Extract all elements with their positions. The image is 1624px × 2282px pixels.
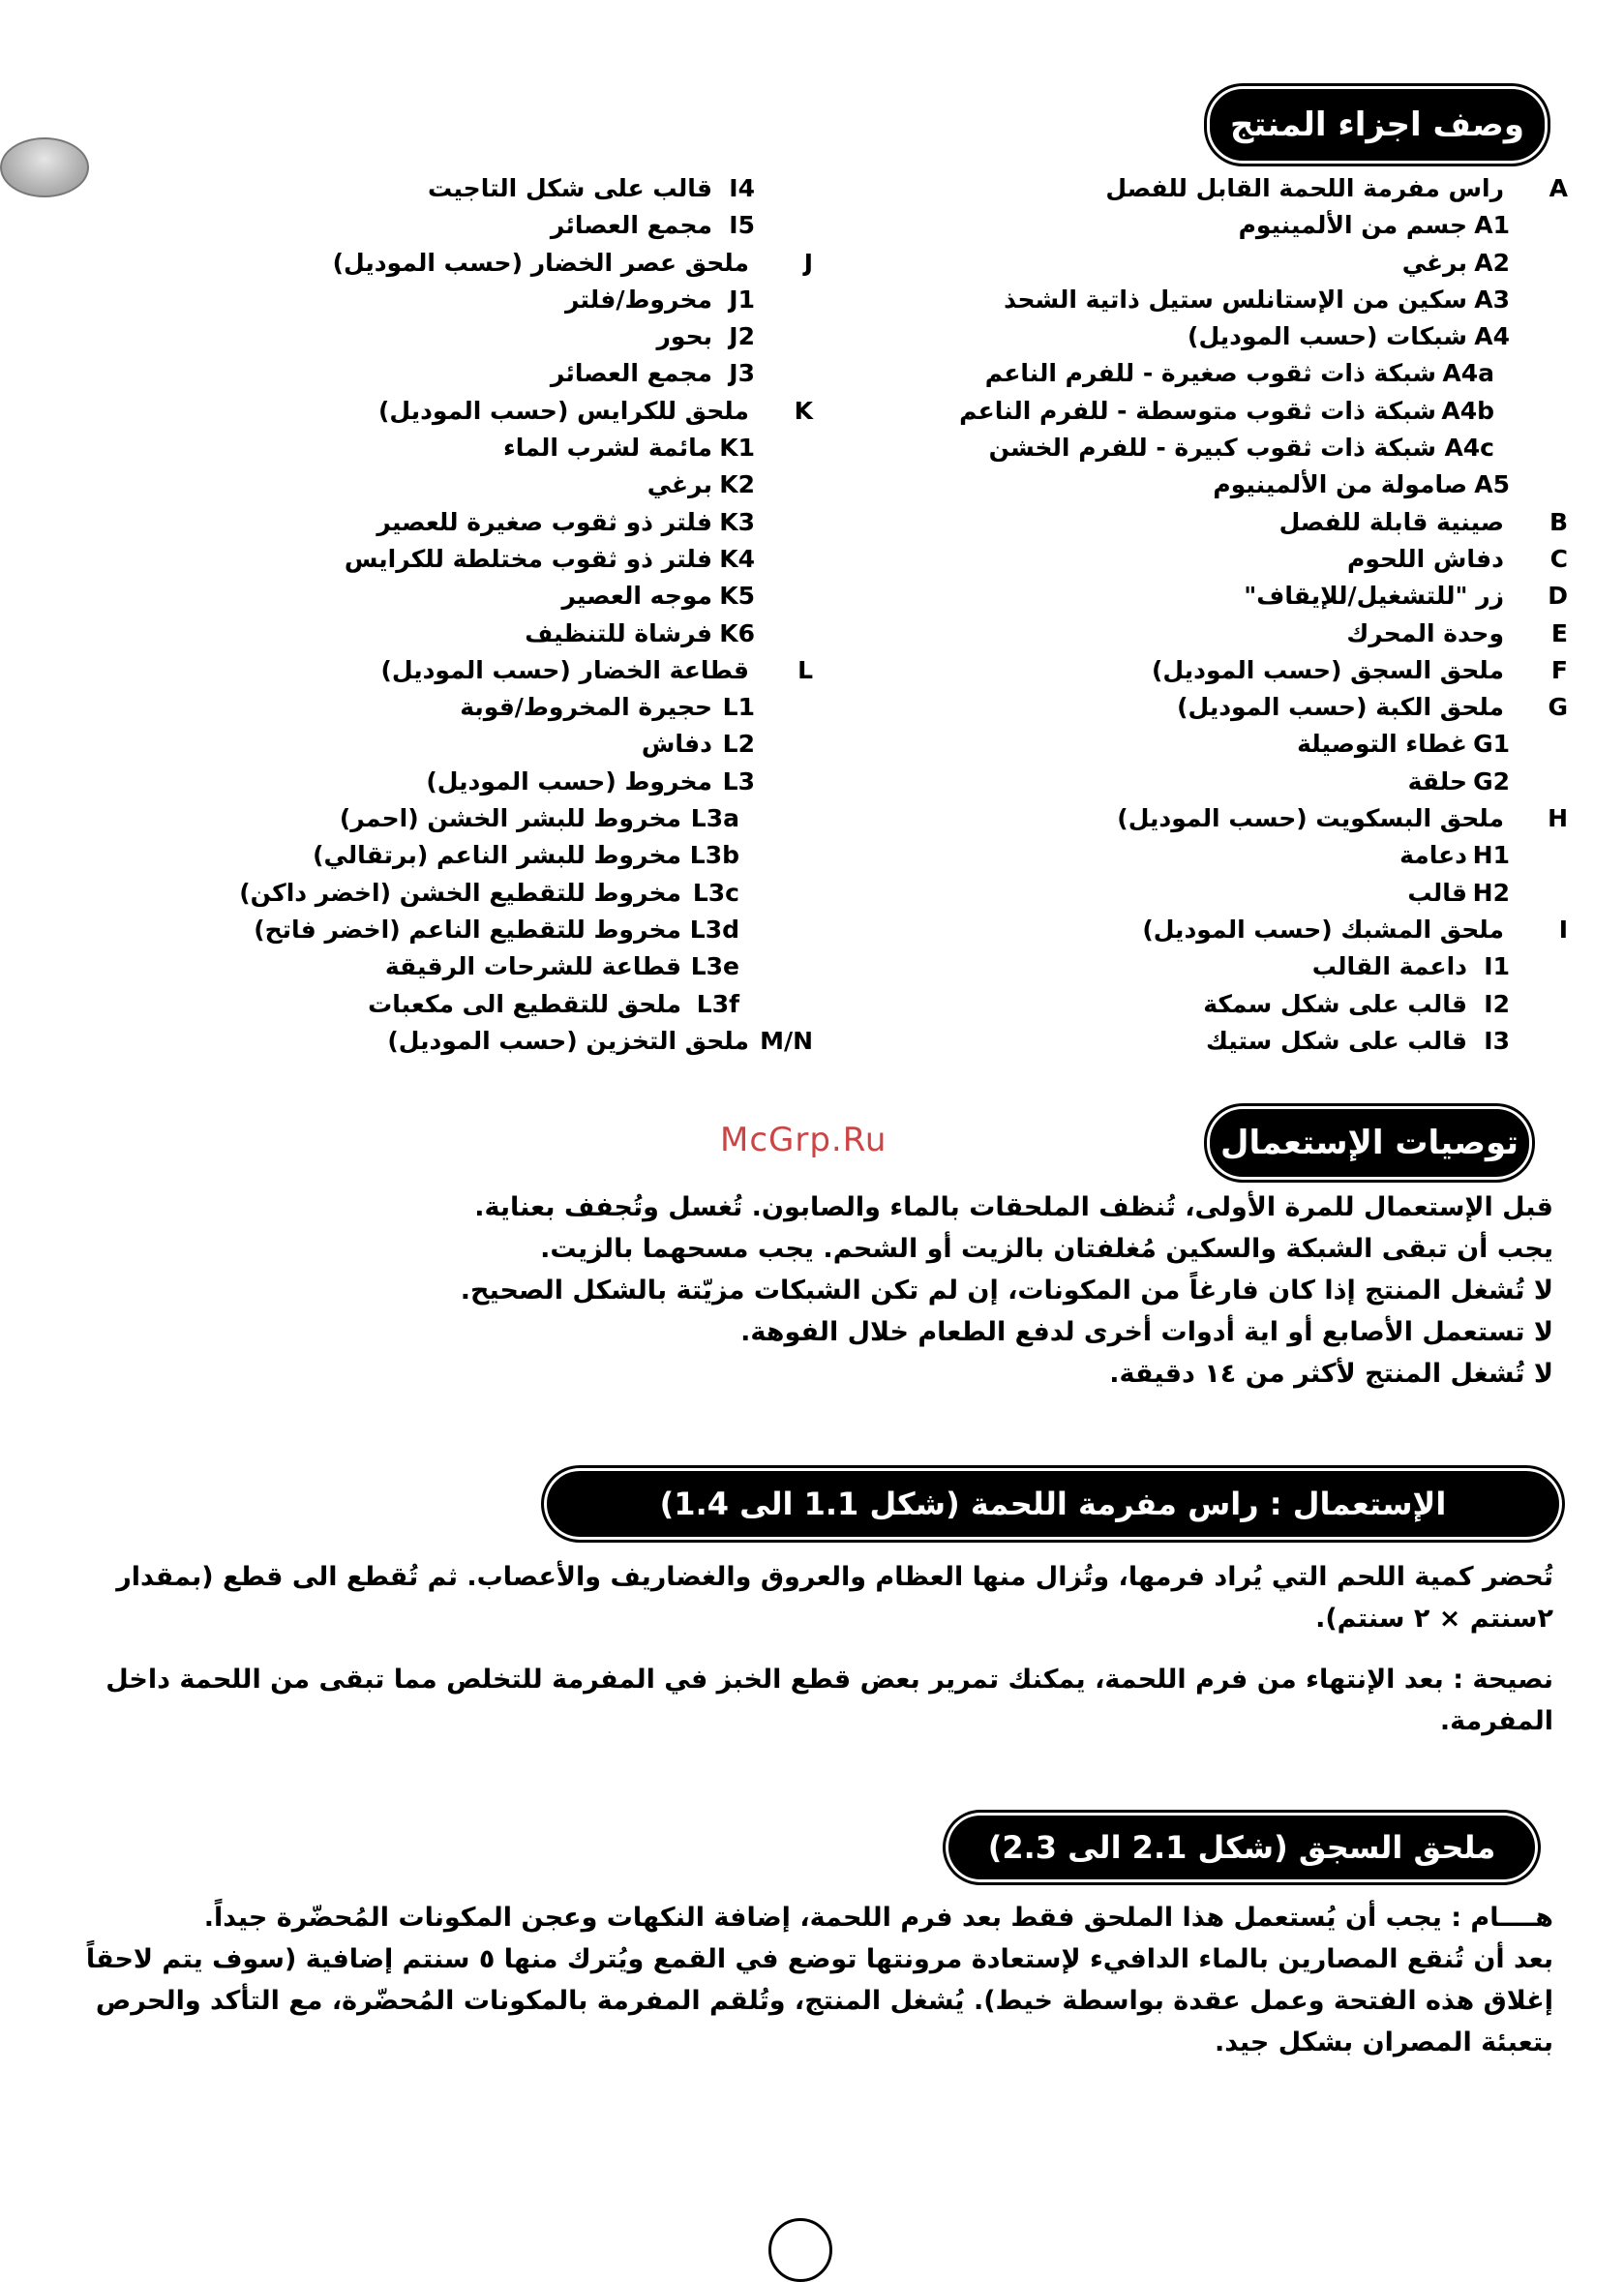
part-item: [194, 652, 813, 689]
part-code: K5: [719, 582, 755, 611]
part-label: ملحق للكرايس (حسب الموديل): [377, 396, 749, 425]
part-label: قالب على شكل ستيك: [1205, 1026, 1467, 1055]
part-item: [194, 355, 813, 392]
part-code: G1: [1473, 730, 1510, 759]
part-label: شبكة ذات ثقوب صغيرة - للفرم الناعم: [984, 359, 1436, 388]
heading-recommendations: توصيات الإستعمال: [1210, 1109, 1529, 1177]
part-item: [194, 1023, 813, 1060]
part-item: [929, 355, 1568, 392]
part-item: [194, 726, 813, 763]
recommendation-line: لا تُشغل المنتج لأكثر من ١٤ دقيقة.: [1109, 1359, 1553, 1389]
part-code: L1: [722, 693, 755, 722]
part-label: مخروط للبشر الخشن (احمر): [339, 804, 681, 833]
part-code: I: [1558, 915, 1568, 944]
part-code: J2: [729, 322, 755, 351]
part-label: داعمة القالب: [1311, 952, 1467, 981]
part-item: [194, 948, 813, 985]
parts-list-left: [194, 170, 813, 1060]
part-item: [929, 764, 1568, 800]
part-code: A4c: [1444, 434, 1494, 463]
part-code: K6: [719, 618, 755, 647]
part-label: دفاش اللحوم: [1347, 544, 1504, 573]
usage-mincer-tip: نصيحة : بعد الإنتهاء من فرم اللحمة، يمكنك تمرير بعض قطع الخبز في المفرمة للتخلص مما تبقى من اللحمة داخل المفرمة.: [105, 1665, 1553, 1736]
recommendation-line: قبل الإستعمال للمرة الأولى، تُنظف الملحقات بالماء والصابون. تُغسل وتُجفف بعناية.: [474, 1192, 1553, 1222]
part-code: I4: [729, 174, 755, 202]
part-item: [194, 800, 813, 837]
heading-product-parts: وصف اجزاء المنتج: [1210, 89, 1545, 161]
part-item: [929, 170, 1568, 207]
part-label: راس مفرمة اللحمة القابل للفصل: [1105, 174, 1504, 202]
part-item: [194, 466, 813, 503]
part-code: E: [1550, 618, 1568, 647]
part-label: قطاعة للشرحات الرقيقة: [384, 952, 681, 981]
part-item: [194, 616, 813, 652]
recommendations-text: [271, 1186, 1553, 1395]
part-item: [929, 393, 1568, 430]
part-code: L3b: [689, 841, 739, 870]
part-item: [194, 170, 813, 207]
part-label: فرشاة للتنظيف: [525, 618, 712, 647]
part-code: A4: [1474, 322, 1510, 351]
part-code: K1: [719, 434, 755, 463]
part-item: [194, 393, 813, 430]
part-code: A4b: [1441, 396, 1494, 425]
part-code: A4a: [1442, 359, 1494, 388]
part-item: [194, 541, 813, 578]
sausage-important: هــــام : يجب أن يُستعمل هذا الملحق فقط بعد فرم اللحمة، إضافة النكهات وعجن المكونات المُحضّرة جيداً.: [203, 1903, 1553, 1933]
part-item: [194, 912, 813, 948]
part-item: [194, 207, 813, 244]
part-code: H2: [1472, 878, 1510, 907]
part-label: مخروط/فلتر: [564, 285, 712, 314]
part-label: فلتر ذو ثقوب مختلطة للكرايس: [344, 544, 712, 573]
part-item: [929, 837, 1568, 874]
part-item: [929, 986, 1568, 1023]
part-code: A3: [1474, 285, 1510, 314]
part-item: [929, 504, 1568, 541]
part-item: [929, 800, 1568, 837]
part-code: J3: [729, 359, 755, 388]
part-code: I5: [729, 211, 755, 240]
part-item: [194, 430, 813, 466]
part-item: [929, 726, 1568, 763]
part-item: [929, 948, 1568, 985]
heading-usage-mincer: الإستعمال : راس مفرمة اللحمة (شكل 1.1 الى 1.4): [547, 1471, 1559, 1537]
part-label: مخروط للبشر الناعم (برتقالي): [313, 841, 681, 870]
part-code: K2: [719, 470, 755, 499]
sausage-paragraph: بعد أن تُنقع المصارين بالماء الدافيء لإستعادة مرونتها توضع في القمع ويُترك منها ٥ سنتم إضافية (سوف يتم لاحقاً إغلاق هذه الفتحة وعمل عقدة بواسطة خيط). يُشغل المنتج، وتُلقم المفرمة بالمكونات المُحضّرة، مع التأكد والحرص بتعبئة المصران بشكل جيد.: [85, 1944, 1553, 2057]
part-label: قطاعة الخضار (حسب الموديل): [380, 655, 749, 684]
part-label: مجمع العصائر: [550, 359, 712, 388]
part-code: K: [794, 396, 813, 425]
part-item: [929, 541, 1568, 578]
part-label: وحدة المحرك: [1346, 618, 1504, 647]
part-label: ملحق البسكويت (حسب الموديل): [1117, 804, 1504, 833]
part-code: A2: [1474, 248, 1510, 277]
part-label: ملحق عصر الخضار (حسب الموديل): [332, 248, 749, 277]
part-item: [929, 578, 1568, 615]
part-label: ملحق التخزين (حسب الموديل): [387, 1026, 749, 1055]
part-item: [194, 282, 813, 318]
part-code: M/N: [760, 1026, 813, 1055]
part-item: [929, 689, 1568, 726]
part-label: مخروط (حسب الموديل): [426, 766, 712, 796]
part-label: شبكة ذات ثقوب كبيرة - للفرم الخشن: [988, 434, 1436, 463]
part-item: [929, 1023, 1568, 1060]
part-item: [929, 466, 1568, 503]
part-code: J1: [729, 285, 755, 314]
part-item: [194, 875, 813, 912]
part-label: دعامة: [1399, 841, 1467, 870]
part-label: قالب: [1407, 878, 1467, 907]
usage-mincer-text: [82, 1556, 1553, 1742]
part-label: حجيرة المخروط/قوبة: [460, 693, 712, 722]
part-code: D: [1548, 582, 1568, 611]
part-code: L3a: [690, 804, 739, 833]
part-code: I3: [1484, 1026, 1510, 1055]
part-label: شبكات (حسب الموديل): [1188, 322, 1467, 351]
part-code: G: [1548, 693, 1568, 722]
part-label: فلتر ذو ثقوب صغيرة للعصير: [376, 507, 712, 536]
part-item: [929, 430, 1568, 466]
part-label: زر "للتشغيل/للإيقاف": [1244, 582, 1504, 611]
part-label: صينية قابلة للفصل: [1278, 507, 1504, 536]
part-label: غطاء التوصيلة: [1297, 730, 1467, 759]
part-label: قالب على شكل سمكة: [1203, 989, 1467, 1018]
part-item: [929, 318, 1568, 355]
part-label: قالب على شكل التاجيت: [428, 174, 712, 202]
part-code: B: [1549, 507, 1568, 536]
part-code: A1: [1474, 211, 1510, 240]
part-item: [194, 504, 813, 541]
recommendation-line: لا تُشغل المنتج إذا كان فارغاً من المكونات، إن لم تكن الشبكات مزيّتة بالشكل الصحيح.: [460, 1276, 1553, 1306]
part-label: جسم من الألمينيوم: [1238, 211, 1467, 240]
part-label: ملحق الكبة (حسب الموديل): [1177, 693, 1504, 722]
part-code: L: [797, 655, 813, 684]
part-item: [929, 616, 1568, 652]
part-code: C: [1549, 544, 1568, 573]
part-label: دفاش: [641, 730, 712, 759]
part-item: [194, 578, 813, 615]
part-label: برغي: [647, 470, 712, 499]
part-code: H1: [1472, 841, 1510, 870]
part-item: [929, 912, 1568, 948]
part-label: برغي: [1401, 248, 1467, 277]
recommendation-line: يجب أن تبقى الشبكة والسكين مُغلفتان بالزيت أو الشحم. يجب مسحهما بالزيت.: [540, 1234, 1553, 1264]
part-code: A: [1549, 174, 1568, 202]
part-label: ملحق للتقطيع الى مكعبات: [368, 989, 681, 1018]
parts-list-right: [929, 170, 1568, 1060]
part-code: L3e: [690, 952, 739, 981]
part-item: [194, 837, 813, 874]
part-code: I2: [1484, 989, 1510, 1018]
part-label: بحور: [656, 322, 712, 351]
part-label: مائمة لشرب الماء: [503, 434, 712, 463]
part-label: موجه العصير: [561, 582, 712, 611]
part-label: شبكة ذات ثقوب متوسطة - للفرم الناعم: [959, 396, 1436, 425]
part-code: K4: [719, 544, 755, 573]
part-item: [929, 875, 1568, 912]
part-code: K3: [719, 507, 755, 536]
part-label: ملحق المشبك (حسب الموديل): [1142, 915, 1504, 944]
page-tab-marker: [0, 137, 89, 197]
part-code: A5: [1474, 470, 1510, 499]
part-code: H: [1548, 804, 1568, 833]
watermark: McGrp.Ru: [720, 1121, 887, 1159]
heading-sausage: ملحق السجق (شكل 2.1 الى 2.3): [948, 1816, 1535, 1879]
part-code: L3: [722, 766, 755, 796]
part-code: L3c: [692, 878, 739, 907]
recommendation-line: لا تستعمل الأصابع أو اية أدوات أخرى لدفع الطعام خلال الفوهة.: [740, 1317, 1553, 1347]
part-label: مخروط للتقطيع الناعم (اخضر فاتح): [254, 915, 681, 944]
part-code: J: [803, 248, 813, 277]
part-label: مجمع العصائر: [550, 211, 712, 240]
part-item: [194, 318, 813, 355]
part-label: سكين من الإستانلس ستيل ذاتية الشحذ: [1004, 285, 1467, 314]
part-item: [929, 652, 1568, 689]
sausage-text: [82, 1897, 1553, 2063]
part-code: L2: [722, 730, 755, 759]
part-label: ملحق السجق (حسب الموديل): [1152, 655, 1504, 684]
part-item: [194, 689, 813, 726]
part-item: [194, 764, 813, 800]
part-item: [194, 245, 813, 282]
part-label: مخروط للتقطيع الخشن (اخضر داكن): [239, 878, 681, 907]
part-code: F: [1550, 655, 1568, 684]
part-item: [929, 245, 1568, 282]
part-item: [194, 986, 813, 1023]
usage-mincer-paragraph: تُحضر كمية اللحم التي يُراد فرمها، وتُزال منها العظام والعروق والغضاريف والأعصاب. ثم تُقطع الى قطع (بمقدار ٢سنتم × ٢ سنتم).: [116, 1562, 1553, 1634]
part-code: L3f: [696, 989, 739, 1018]
part-code: I1: [1484, 952, 1510, 981]
part-code: L3d: [689, 915, 739, 944]
part-label: صامولة من الألمينيوم: [1213, 470, 1467, 499]
part-item: [929, 282, 1568, 318]
page-number-circle: [768, 2218, 832, 2282]
part-code: G2: [1473, 766, 1510, 796]
part-label: حلقة: [1407, 766, 1467, 796]
part-item: [929, 207, 1568, 244]
